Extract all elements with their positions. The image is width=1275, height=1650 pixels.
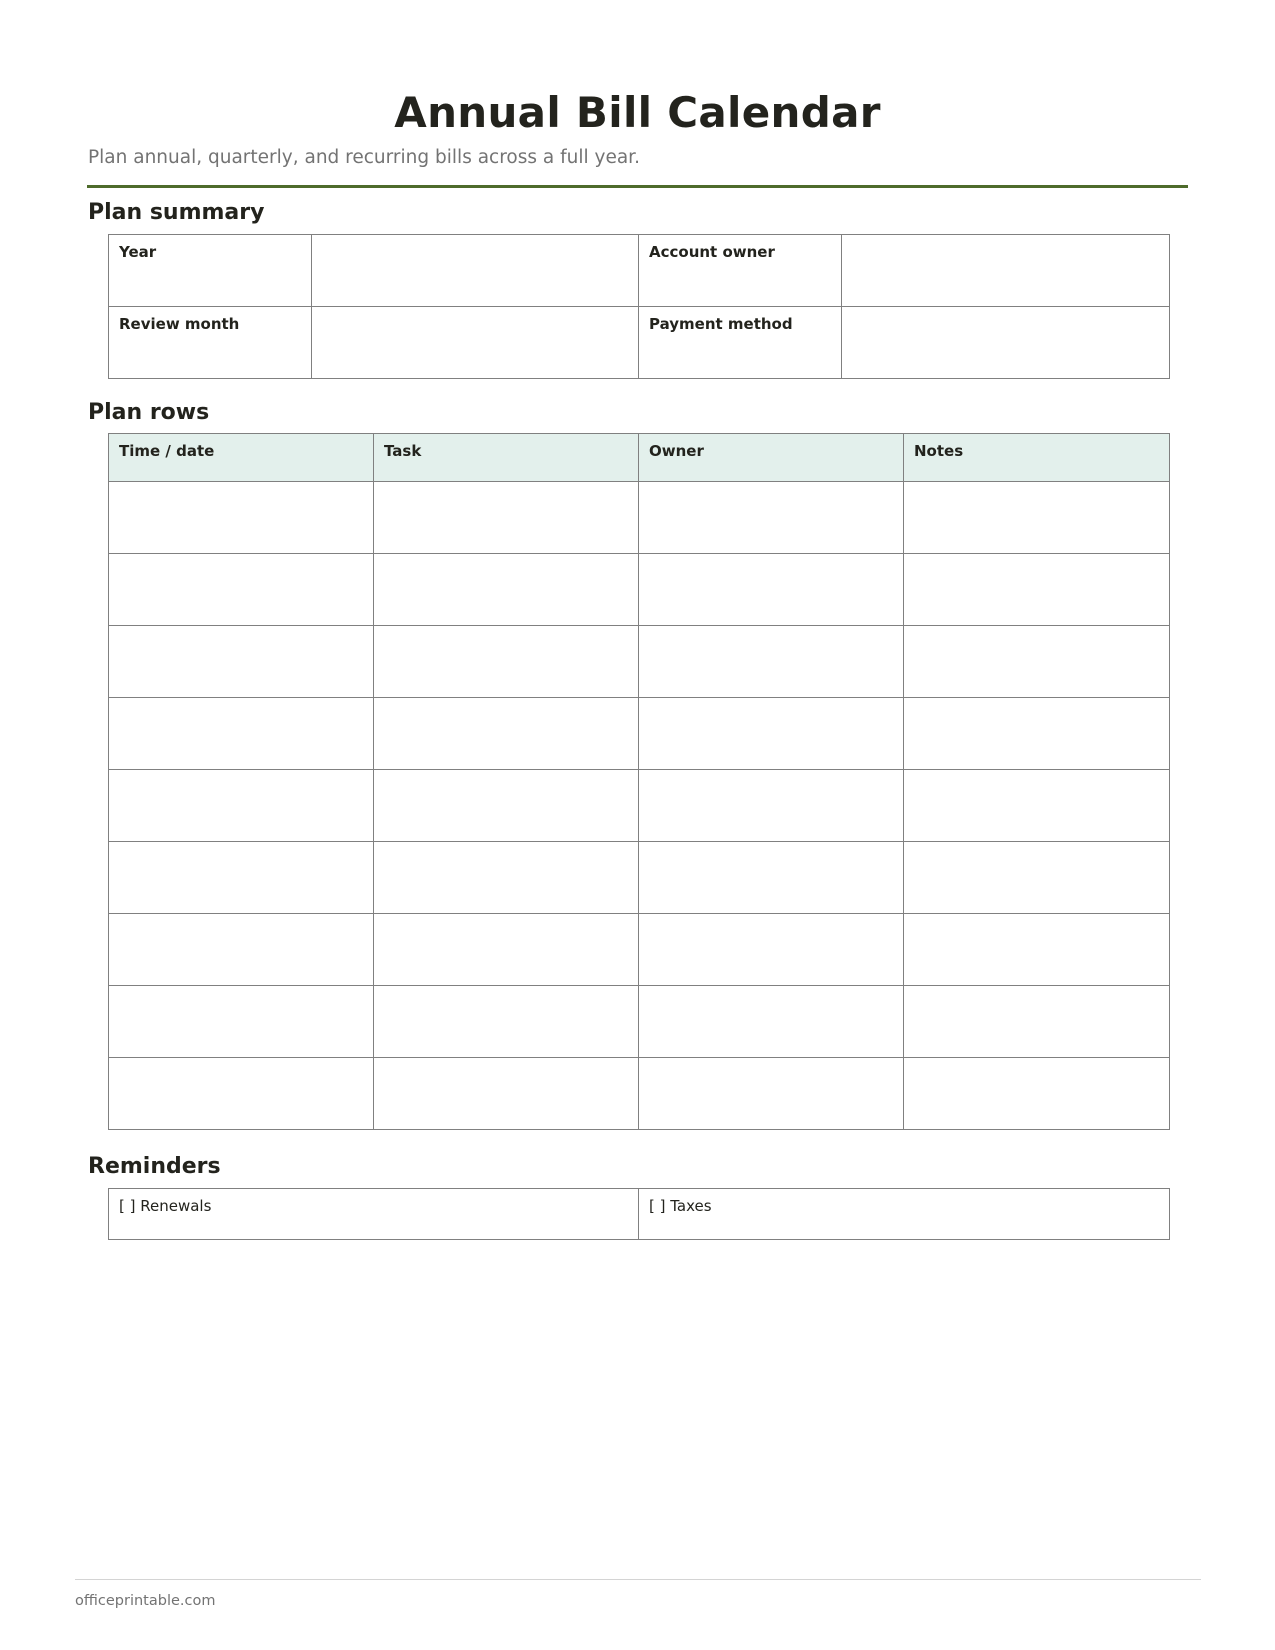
summary-value-year[interactable] xyxy=(312,235,639,307)
summary-label-cell xyxy=(109,235,312,307)
summary-label-year: Year xyxy=(119,243,157,261)
summary-value-text xyxy=(842,235,1169,243)
summary-label-cell xyxy=(639,235,842,307)
plan-cell-text xyxy=(374,914,638,922)
plan-cell-text xyxy=(904,842,1169,850)
summary-label-review-month: Review month xyxy=(119,315,240,333)
column-header-task xyxy=(374,434,639,482)
table-row xyxy=(109,986,1170,1058)
table-row xyxy=(109,914,1170,986)
reminder-label: [ ] Renewals xyxy=(119,1197,212,1215)
plan-cell-owner[interactable] xyxy=(639,554,904,626)
summary-value-review-month[interactable] xyxy=(312,307,639,379)
page-title: Annual Bill Calendar xyxy=(394,88,881,137)
plan-cell-task[interactable] xyxy=(374,698,639,770)
table-row xyxy=(109,554,1170,626)
summary-value-payment-method[interactable] xyxy=(842,307,1170,379)
plan-cell-notes[interactable] xyxy=(904,842,1170,914)
plan-cell-text xyxy=(639,914,903,922)
plan-cell-text xyxy=(109,842,373,850)
plan-cell-owner[interactable] xyxy=(639,842,904,914)
plan-cell-text xyxy=(109,626,373,634)
plan-cell-text xyxy=(109,554,373,562)
plan-cell-time-date[interactable] xyxy=(109,1058,374,1130)
plan-cell-notes[interactable] xyxy=(904,554,1170,626)
plan-cell-owner[interactable] xyxy=(639,626,904,698)
plan-cell-text xyxy=(904,914,1169,922)
plan-rows-table xyxy=(108,433,1170,1130)
plan-summary-heading: Plan summary xyxy=(88,200,265,225)
footer-divider xyxy=(75,1579,1201,1580)
summary-value-account-owner[interactable] xyxy=(842,235,1170,307)
plan-cell-text xyxy=(109,482,373,490)
column-header-label: Owner xyxy=(649,442,704,460)
plan-cell-time-date[interactable] xyxy=(109,986,374,1058)
plan-cell-text xyxy=(904,986,1169,994)
table-row xyxy=(109,770,1170,842)
summary-value-text xyxy=(312,235,638,243)
plan-cell-text xyxy=(109,914,373,922)
plan-cell-notes[interactable] xyxy=(904,1058,1170,1130)
column-header-time-date xyxy=(109,434,374,482)
footer-source: officeprintable.com xyxy=(75,1593,216,1609)
reminders-table xyxy=(108,1188,1170,1240)
plan-cell-owner[interactable] xyxy=(639,698,904,770)
table-row xyxy=(109,482,1170,554)
table-header-row xyxy=(109,434,1170,482)
plan-cell-text xyxy=(639,626,903,634)
plan-cell-time-date[interactable] xyxy=(109,698,374,770)
column-header-label: Notes xyxy=(914,442,964,460)
plan-cell-notes[interactable] xyxy=(904,770,1170,842)
plan-cell-owner[interactable] xyxy=(639,986,904,1058)
plan-cell-time-date[interactable] xyxy=(109,842,374,914)
plan-cell-text xyxy=(374,842,638,850)
summary-value-text xyxy=(842,307,1169,315)
plan-cell-text xyxy=(904,698,1169,706)
plan-cell-text xyxy=(374,698,638,706)
plan-cell-task[interactable] xyxy=(374,770,639,842)
plan-cell-text xyxy=(639,1058,903,1066)
title-divider xyxy=(87,185,1188,188)
plan-cell-text xyxy=(904,482,1169,490)
reminders-heading: Reminders xyxy=(88,1154,221,1179)
plan-cell-time-date[interactable] xyxy=(109,770,374,842)
table-row xyxy=(109,1058,1170,1130)
plan-cell-text xyxy=(904,1058,1169,1066)
plan-cell-owner[interactable] xyxy=(639,1058,904,1130)
plan-cell-task[interactable] xyxy=(374,842,639,914)
plan-cell-text xyxy=(639,554,903,562)
summary-label-cell xyxy=(639,307,842,379)
plan-cell-text xyxy=(109,698,373,706)
summary-row xyxy=(109,307,1170,379)
summary-label-cell xyxy=(109,307,312,379)
plan-cell-task[interactable] xyxy=(374,554,639,626)
plan-cell-task[interactable] xyxy=(374,626,639,698)
plan-cell-text xyxy=(374,482,638,490)
column-header-label: Time / date xyxy=(119,442,215,460)
plan-cell-text xyxy=(374,770,638,778)
plan-cell-text xyxy=(639,482,903,490)
plan-cell-text xyxy=(109,986,373,994)
plan-cell-text xyxy=(639,842,903,850)
plan-cell-text xyxy=(639,986,903,994)
summary-value-text xyxy=(312,307,638,315)
column-header-notes xyxy=(904,434,1170,482)
plan-cell-notes[interactable] xyxy=(904,986,1170,1058)
plan-cell-text xyxy=(374,1058,638,1066)
plan-cell-text xyxy=(639,698,903,706)
table-row xyxy=(109,698,1170,770)
plan-cell-text xyxy=(109,770,373,778)
plan-cell-time-date[interactable] xyxy=(109,914,374,986)
plan-cell-text xyxy=(904,554,1169,562)
plan-cell-notes[interactable] xyxy=(904,482,1170,554)
plan-cell-text xyxy=(904,626,1169,634)
plan-cell-time-date[interactable] xyxy=(109,554,374,626)
column-header-label: Task xyxy=(384,442,422,460)
plan-cell-task[interactable] xyxy=(374,482,639,554)
plan-cell-text xyxy=(374,554,638,562)
plan-summary-table xyxy=(108,234,1170,379)
plan-cell-notes[interactable] xyxy=(904,914,1170,986)
plan-cell-notes[interactable] xyxy=(904,698,1170,770)
summary-label-account-owner: Account owner xyxy=(649,243,775,261)
plan-cell-text xyxy=(904,770,1169,778)
column-header-owner xyxy=(639,434,904,482)
table-row xyxy=(109,626,1170,698)
plan-rows-heading: Plan rows xyxy=(88,400,210,425)
plan-cell-owner[interactable] xyxy=(639,914,904,986)
plan-cell-owner[interactable] xyxy=(639,482,904,554)
summary-row xyxy=(109,235,1170,307)
reminder-renewals[interactable] xyxy=(109,1189,639,1240)
plan-cell-time-date[interactable] xyxy=(109,482,374,554)
plan-cell-text xyxy=(374,626,638,634)
page-subtitle: Plan annual, quarterly, and recurring bills across a full year. xyxy=(88,147,640,168)
plan-cell-time-date[interactable] xyxy=(109,626,374,698)
plan-cell-task[interactable] xyxy=(374,914,639,986)
plan-cell-notes[interactable] xyxy=(904,626,1170,698)
reminder-label: [ ] Taxes xyxy=(649,1197,712,1215)
summary-label-payment-method: Payment method xyxy=(649,315,793,333)
plan-cell-task[interactable] xyxy=(374,986,639,1058)
reminder-taxes[interactable] xyxy=(639,1189,1170,1240)
plan-cell-text xyxy=(374,986,638,994)
plan-cell-text xyxy=(639,770,903,778)
plan-cell-task[interactable] xyxy=(374,1058,639,1130)
plan-cell-text xyxy=(109,1058,373,1066)
reminders-row xyxy=(109,1189,1170,1240)
plan-cell-owner[interactable] xyxy=(639,770,904,842)
table-row xyxy=(109,842,1170,914)
